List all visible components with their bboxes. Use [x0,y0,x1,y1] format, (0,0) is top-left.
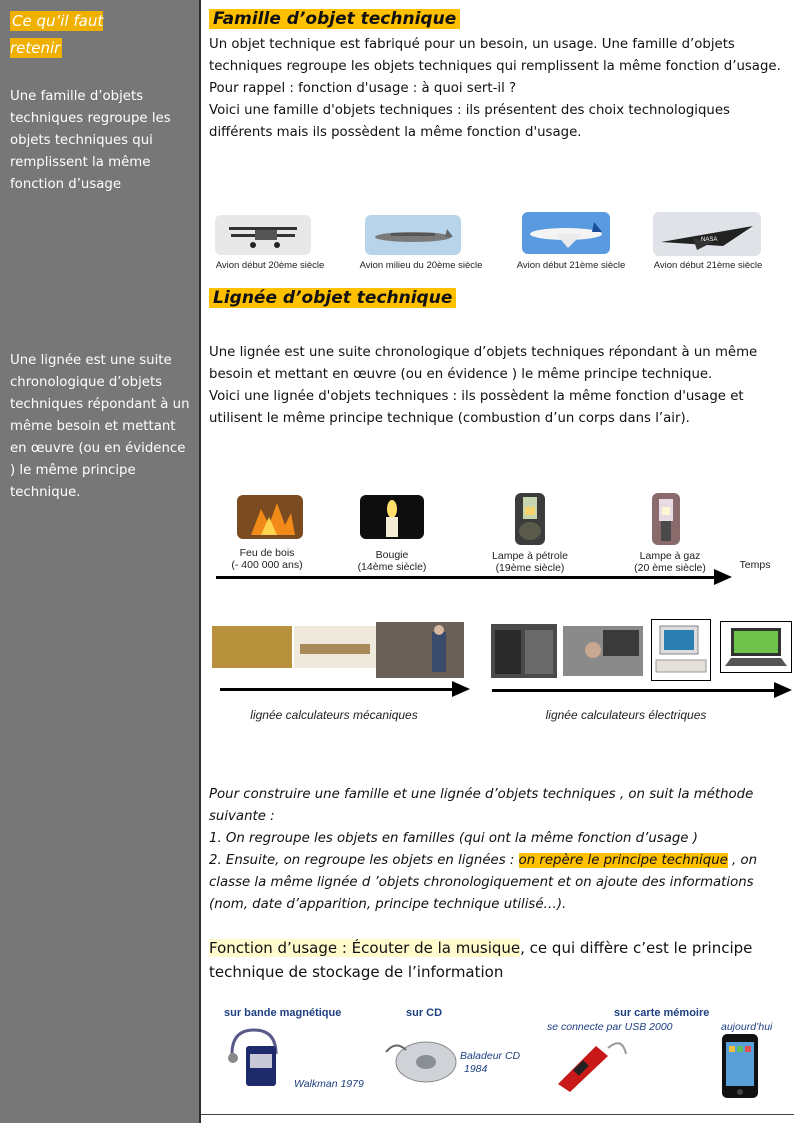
lampe-petrole-image [515,493,545,545]
laptop-image [720,621,792,673]
calc-meca-label: lignée calculateurs mécaniques [250,708,418,722]
calc-elec-arrowhead [774,682,792,698]
timeline-arrowhead [714,569,732,585]
carte-label: sur carte mémoire [614,1007,710,1019]
lignee-paragraph-1: Une lignée est une suite chronologique d’objets techniques répondant à un même besoin et mettant en œuvre (ou en évidence ) le même principe technique. [209,345,758,382]
lignee-section [209,342,784,430]
cd-label: sur CD [406,1007,443,1019]
lampe-gaz-caption: Lampe à gaz (20 ème siècle) [634,550,706,574]
sidebar [0,0,199,1123]
nasa-label: NASA [701,237,718,243]
bougie-caption: Bougie (14ème siècle) [357,549,427,573]
methode-step-2: 2. Ensuite, on regroupe les objets en lignées : on repère le principe technique , on classe la même lignée d ’objets chronologiquement et on ajoute des informations (nom, date d’apparition, principe technique utilisé…). [209,853,758,912]
bougie-image [360,495,424,539]
plane-caption-1: Avion début 20ème siècle [215,260,325,271]
methode-step-2-highlight: on repère le principe technique [518,853,728,868]
methode-intro: Pour construire une famille et une lignée d’objets techniques , on suit la méthode suivante : [209,787,754,824]
lampe-petrole-caption: Lampe à pétrole (19ème siècle) [492,550,568,574]
feu-de-bois-image [237,495,303,539]
plane-image-4 [653,212,761,256]
timeline-arrow [216,576,716,579]
famille-paragraph-2: Pour rappel : fonction d'usage : à quoi sert-il ? [209,81,517,96]
famille-paragraph-3: Voici une famille d'objets techniques : ils présentent des choix technologiques différents mais ils possèdent la même fonction d'usage. [209,103,730,140]
calculator-mecanique-image [294,626,376,668]
plane-caption-4: Avion début 21ème siècle [653,260,763,271]
calc-elec-arrow [492,689,774,692]
sidebar-title: Ce qu’il faut retenir [10,12,104,57]
plane-image-3 [522,212,610,254]
famille-section [209,8,784,144]
ipod-image [722,1034,758,1098]
baladeur-cd-image [382,1032,460,1084]
famille-paragraph-1: Un objet technique est fabriqué pour un besoin, un usage. Une famille d’objets techniques regroupe les objets techniques qui remplissent la même fonction d’usage. [209,37,781,74]
famille-title: Famille d’objet technique [209,9,460,29]
lignee-paragraph-2: Voici une lignée d'objets techniques : ils possèdent la même fonction d'usage et utilisent le même principe technique (combustion d’un corps dans l’air). [209,389,744,426]
usb-label: se connecte par USB 2000 [547,1021,673,1033]
plane-caption-2: Avion milieu du 20ème siècle [359,260,483,271]
calc-meca-arrow [220,688,452,691]
mainframe-image [563,626,643,676]
sidebar-lignee-text: Une lignée est une suite chronologique d’objets techniques répondant à un même besoin et mettant en œuvre (ou en évidence ) le même principe technique. [10,353,190,500]
plane-caption-3: Avion début 21ème siècle [516,260,626,271]
methode-step-1: 1. On regroupe les objets en familles (qui ont la même fonction d’usage ) [209,831,698,846]
fonction-usage-highlight: Fonction d’usage : Écouter de la musique [209,939,521,957]
bottom-rule [201,1114,794,1115]
column-divider [199,0,201,1123]
feu-caption: Feu de bois (- 400 000 ans) [231,547,303,571]
baladeur-caption: Baladeur CD 1984 [460,1050,521,1075]
calc-elec-label: lignée calculateurs électriques [545,708,707,722]
fonction-usage: Fonction d’usage : Écouter de la musique, ce qui diffère c’est le principe technique de stockage de l’information [209,939,753,981]
lignee-title-row [209,287,784,311]
methode-section [209,784,784,916]
eniac-image [491,624,557,678]
lampe-gaz-image [652,493,680,545]
plane-image-2 [365,215,461,255]
sidebar-famille-text: Une famille d’objets techniques regroupe les objets techniques qui remplissent la même fonction d’usage [10,89,171,192]
calculator-electromeca-image [376,622,464,678]
lignee-title: Lignée d’objet technique [209,288,456,308]
plane-image-1 [215,215,311,255]
pascaline-image [212,626,292,668]
calc-meca-arrowhead [452,681,470,697]
timeline-label: Temps [739,559,771,571]
walkman-image [224,1024,290,1088]
aujourdhui-label: aujourd’hui [721,1021,773,1033]
pc-image [651,619,711,681]
bande-label: sur bande magnétique [224,1007,342,1019]
walkman-caption: Walkman 1979 [294,1078,364,1090]
mp3-player-image [552,1034,632,1094]
